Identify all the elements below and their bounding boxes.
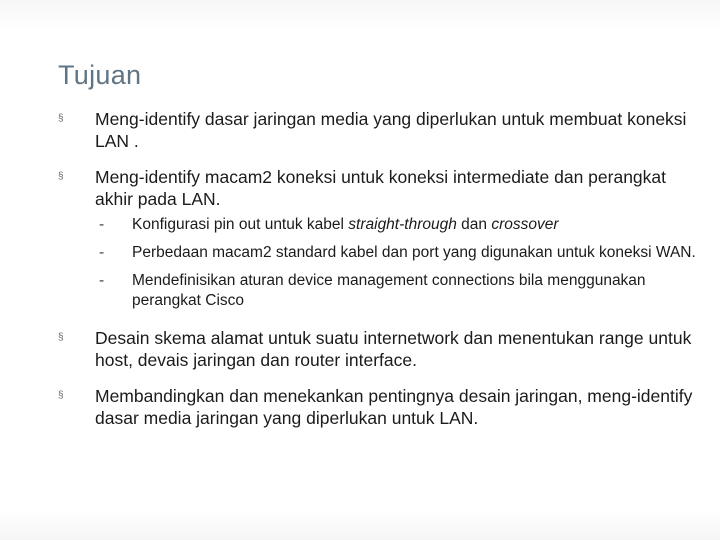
slide-title: Tujuan bbox=[58, 60, 142, 90]
sub-bullet-text: Mendefinisikan aturan device management connections bila menggunakan perangkat Cisco bbox=[132, 272, 646, 309]
sub-bullet-text-pre: Konfigurasi pin out untuk kabel bbox=[132, 216, 349, 233]
sub-bullet-item bbox=[95, 271, 698, 311]
bullet-text: Meng-identify macam2 koneksi untuk koneksi intermediate dan perangkat akhir pada LAN. bbox=[95, 167, 667, 209]
bullet-list bbox=[58, 108, 698, 429]
bullet-marker-icon: § bbox=[58, 171, 64, 182]
bullet-item bbox=[58, 108, 698, 152]
bullet-marker-icon: § bbox=[58, 332, 64, 343]
bullet-marker-icon: § bbox=[58, 113, 64, 124]
bullet-item bbox=[58, 327, 698, 371]
bullet-text: Desain skema alamat untuk suatu internetwork dan menentukan range untuk host, devais jaringan dan router interface. bbox=[95, 328, 692, 370]
bullet-item bbox=[58, 166, 698, 311]
sub-bullet-emphasis: straight-through bbox=[348, 216, 457, 233]
bullet-item bbox=[58, 385, 698, 429]
dash-marker-icon: - bbox=[99, 272, 105, 289]
sub-bullet-item bbox=[95, 215, 698, 235]
sub-bullet-item bbox=[95, 243, 698, 263]
sub-bullet-list bbox=[95, 215, 698, 311]
bullet-text: Membandingkan dan menekankan pentingnya desain jaringan, meng-identify dasar media jaringan yang diperlukan untuk LAN. bbox=[95, 386, 693, 428]
sub-bullet-emphasis: crossover bbox=[491, 216, 559, 233]
dash-marker-icon: - bbox=[99, 216, 105, 233]
dash-marker-icon: - bbox=[99, 244, 105, 261]
bullet-marker-icon: § bbox=[58, 390, 64, 401]
sub-bullet-text: Perbedaan macam2 standard kabel dan port yang digunakan untuk koneksi WAN. bbox=[132, 244, 696, 261]
sub-bullet-text-mid: dan bbox=[456, 216, 492, 233]
bullet-text: Meng-identify dasar jaringan media yang diperlukan untuk membuat koneksi LAN . bbox=[95, 109, 687, 151]
